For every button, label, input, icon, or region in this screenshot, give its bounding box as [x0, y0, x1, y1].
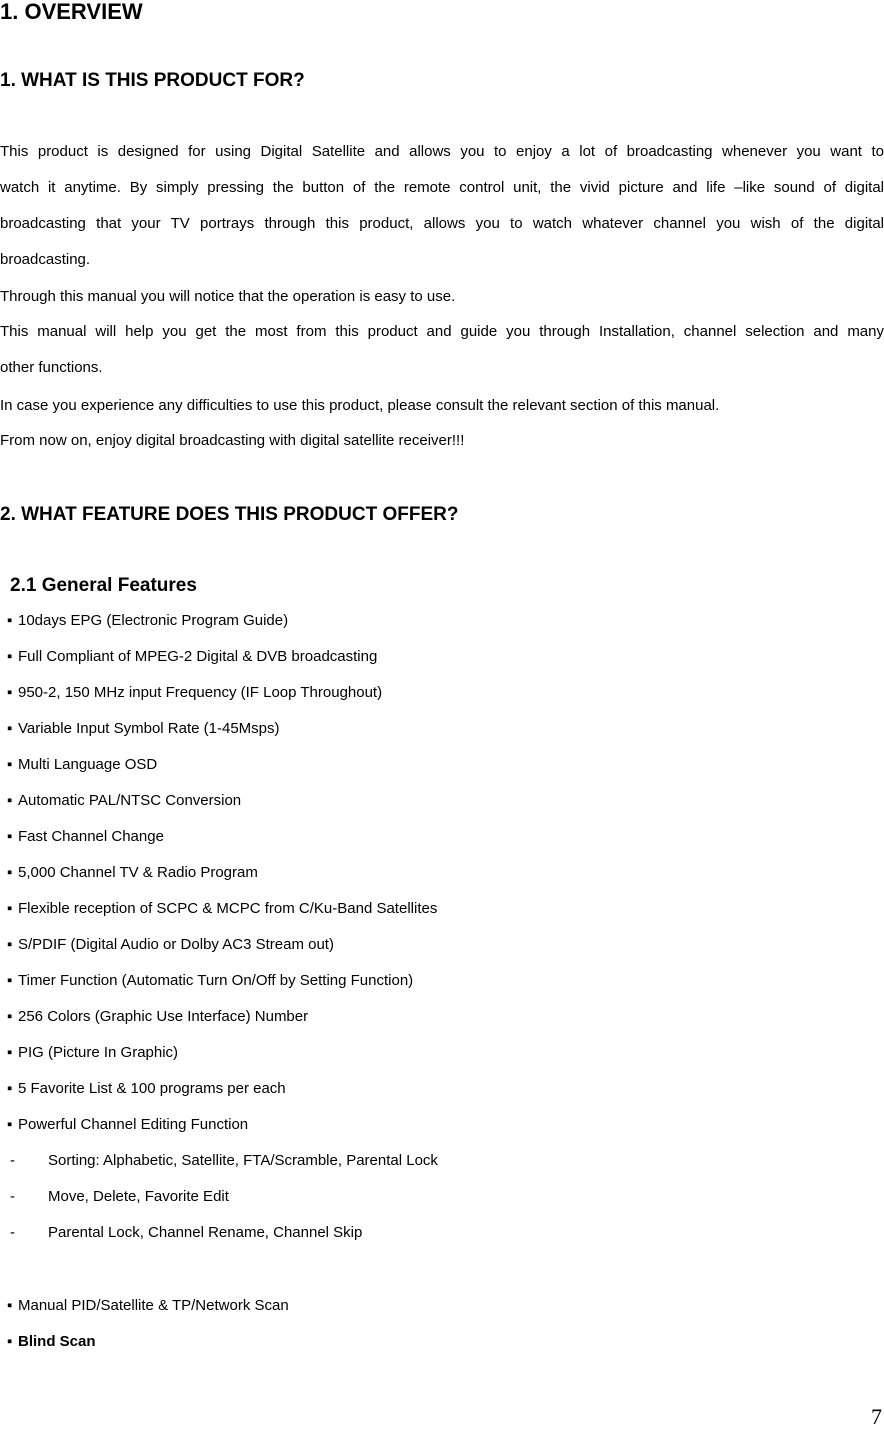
ease-of-use-line: Through this manual you will notice that the operation is easy to use.	[0, 288, 456, 305]
sub-feature-item	[10, 1152, 438, 1169]
feature-text: Automatic PAL/NTSC Conversion	[18, 792, 242, 809]
feature-text: 5 Favorite List & 100 programs per each	[18, 1080, 286, 1097]
feature-item	[7, 972, 413, 989]
sub-feature-item	[10, 1188, 229, 1205]
bullet-icon: ▪	[7, 756, 13, 773]
feature-text: Variable Input Symbol Rate (1-45Msps)	[18, 720, 280, 737]
paragraph-line: watch it anytime. By simply pressing the button of the remote control unit, the vivid picture and life –like sound of digital	[0, 179, 884, 196]
feature-text: Multi Language OSD	[18, 756, 158, 773]
sub-feature-text: Parental Lock, Channel Rename, Channel Skip	[48, 1224, 363, 1241]
feature-text: Powerful Channel Editing Function	[18, 1116, 249, 1133]
feature-item	[7, 792, 241, 809]
feature-item	[7, 1008, 308, 1025]
feature-text: Fast Channel Change	[18, 828, 164, 845]
bullet-icon: ▪	[7, 612, 13, 629]
feature-item	[7, 720, 280, 737]
feature-text: 10days EPG (Electronic Program Guide)	[18, 612, 289, 629]
page-title: 1. OVERVIEW	[0, 0, 143, 24]
feature-text: 950-2, 150 MHz input Frequency (IF Loop Throughout)	[18, 684, 383, 701]
bullet-icon: ▪	[7, 1297, 13, 1314]
feature-item	[7, 1116, 248, 1133]
sub-feature-text: Sorting: Alphabetic, Satellite, FTA/Scramble, Parental Lock	[48, 1152, 438, 1169]
section-heading-features: 2. WHAT FEATURE DOES THIS PRODUCT OFFER?	[0, 504, 459, 525]
bullet-icon: ▪	[7, 936, 13, 953]
feature-text: Manual PID/Satellite & TP/Network Scan	[18, 1297, 289, 1314]
subsection-heading-general-features: 2.1 General Features	[10, 575, 197, 596]
difficulties-line: In case you experience any difficulties to use this product, please consult the relevant section of this manual.	[0, 397, 720, 414]
page-number: 7	[871, 1404, 882, 1429]
paragraph-line: broadcasting.	[0, 251, 91, 268]
paragraph-line: This product is designed for using Digital Satellite and allows you to enjoy a lot of broadcasting whenever you want to	[0, 143, 884, 160]
feature-text: Timer Function (Automatic Turn On/Off by Setting Function)	[18, 972, 414, 989]
feature-item	[7, 936, 334, 953]
sub-feature-text: Move, Delete, Favorite Edit	[48, 1188, 229, 1205]
bullet-icon: ▪	[7, 648, 13, 665]
feature-text: S/PDIF (Digital Audio or Dolby AC3 Stream out)	[18, 936, 334, 953]
feature-item	[7, 900, 437, 917]
feature-item	[7, 828, 164, 845]
feature-item	[7, 864, 258, 881]
feature-item	[7, 756, 157, 773]
paragraph-line: other functions.	[0, 359, 103, 376]
paragraph-line: broadcasting that your TV portrays through this product, allows you to watch whatever channel you wish of the digital	[0, 215, 884, 232]
feature-text: Flexible reception of SCPC & MCPC from C/Ku-Band Satellites	[18, 900, 438, 917]
bullet-icon: ▪	[7, 864, 13, 881]
dash-marker: -	[10, 1224, 15, 1241]
bullet-icon: ▪	[7, 720, 13, 737]
bullet-icon: ▪	[7, 684, 13, 701]
dash-marker: -	[10, 1152, 15, 1169]
feature-text: Full Compliant of MPEG-2 Digital & DVB broadcasting	[18, 648, 378, 665]
bullet-icon: ▪	[7, 1080, 13, 1097]
feature-item	[7, 1333, 96, 1350]
intro-paragraph	[0, 134, 884, 278]
feature-item	[7, 1297, 289, 1314]
feature-text: 256 Colors (Graphic Use Interface) Number	[18, 1008, 309, 1025]
manual-help-paragraph	[0, 314, 884, 386]
feature-text: PIG (Picture In Graphic)	[18, 1044, 179, 1061]
bullet-icon: ▪	[7, 828, 13, 845]
feature-item	[7, 1044, 178, 1061]
feature-text: 5,000 Channel TV & Radio Program	[18, 864, 258, 881]
enjoy-line: From now on, enjoy digital broadcasting with digital satellite receiver!!!	[0, 432, 465, 449]
bullet-icon: ▪	[7, 1008, 13, 1025]
bullet-icon: ▪	[7, 972, 13, 989]
dash-marker: -	[10, 1188, 15, 1205]
sub-feature-item	[10, 1224, 362, 1241]
feature-item	[7, 648, 377, 665]
feature-item	[7, 684, 382, 701]
bullet-icon: ▪	[7, 1044, 13, 1061]
section-heading-product-purpose: 1. WHAT IS THIS PRODUCT FOR?	[0, 70, 305, 91]
feature-item	[7, 1080, 286, 1097]
bullet-icon: ▪	[7, 900, 13, 917]
feature-item	[7, 612, 288, 629]
paragraph-line: This manual will help you get the most from this product and guide you through Installation, channel selection and many	[0, 323, 884, 340]
feature-text: Blind Scan	[18, 1333, 96, 1350]
bullet-icon: ▪	[7, 792, 13, 809]
bullet-icon: ▪	[7, 1333, 13, 1350]
bullet-icon: ▪	[7, 1116, 13, 1133]
